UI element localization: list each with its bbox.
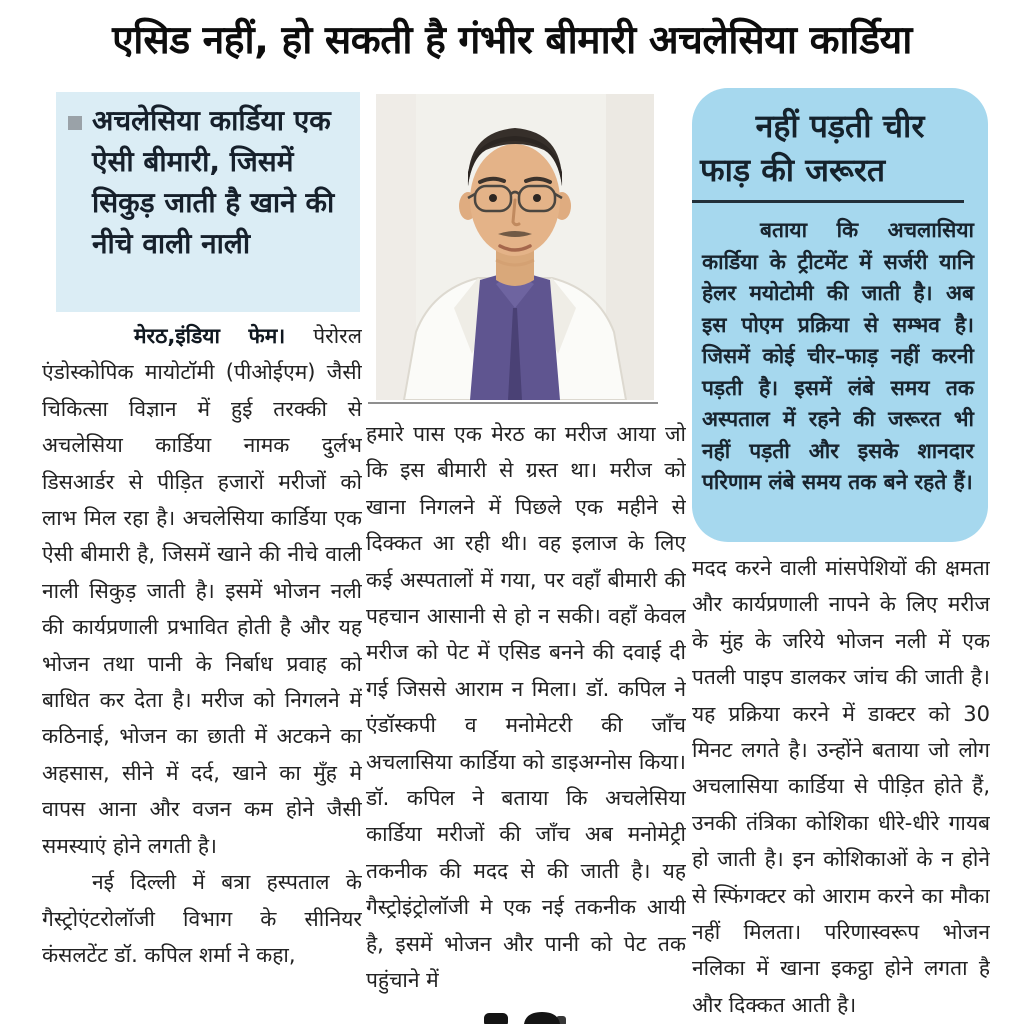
cutoff-next-line-glyphs	[468, 1008, 598, 1024]
middle-column	[366, 416, 686, 1016]
paragraph-3: हमारे पास एक मेरठ का मरीज आया जो कि इस बीमारी से ग्रस्त था। मरीज को खाना निगलने में पिछले एक महीने से दिक्कत आ रही थी। वह इलाज के लिए कई अस्पतालों में गया, पर वहाँ बीमारी की पहचान आसानी से हो न सकी। वहाँ केवल मरीज को पेट में एसिड बनने की दवाई दी गई जिससे आराम न मिला। डॉ. कपिल ने एंडॉस्कपी व मनोमेटरी की जाँच अचलासिया कार्डिया को डाइअग्नोस किया। डॉ. कपिल ने बताया कि अचलेसिया कार्डिया मरीजों की जाँच अब मनोमेट्री तकनीक की मदद से की जाती है। यह गैस्ट्रोइंट्रोलॉजी मे एक नई तकनीक आयी है, इसमें भोजन और पानी को पेट तक पहुंचाने में	[366, 422, 686, 993]
left-column	[42, 318, 362, 1012]
sidebar-title-line2: फाड़ की जरूरत	[700, 151, 886, 189]
article-headline: एसिड नहीं, हो सकती है गंभीर बीमारी अचलेसिया कार्डिया	[112, 18, 912, 63]
doctor-portrait-illustration	[376, 94, 654, 400]
sidebar-title	[692, 104, 988, 192]
square-bullet-icon	[68, 116, 82, 130]
photo-divider-rule	[368, 402, 658, 404]
sidebar-info-box	[692, 88, 988, 542]
paragraph-1	[42, 318, 362, 864]
sidebar-title-line1: नहीं पड़ती चीर	[755, 107, 925, 145]
summary-text: अचलेसिया कार्डिया एक ऐसी बीमारी, जिसमें सिकुड़ जाती है खाने की नीचे वाली नाली	[92, 104, 335, 260]
doctor-photo	[376, 94, 654, 400]
paragraph-2: नई दिल्ली में बत्रा हस्पताल के गैस्ट्रोएंटरोलॉजी विभाग के सीनियर कंसलटेंट डॉ. कपिल शर्मा ने कहा,	[42, 870, 362, 967]
sidebar-body-text: बताया कि अचलासिया कार्डिया के ट्रीटमेंट में सर्जरी यानि हेलर मयोटोमी की जाती है। अब इस पोएम प्रक्रिया से सम्भव है। जिसमें कोई चीर–फाड़ नहीं करनी पड़ती है। इसमें लंबे समय तक अस्पताल में रहने की जरूरत भी नहीं पड़ती और इसके शानदार परिणाम लंबे समय तक बने रहते हैं।	[702, 218, 974, 494]
dateline: मेरठ,इंडिया फेम।	[134, 324, 286, 348]
paragraph-1-text: पेरोरल एंडोस्कोपिक मायोटॉमी (पीओईएम) जैसी चिकित्सा विज्ञान में हुई तरक्की से अचलेसिया कार्डिया नामक दुर्लभ डिसआर्डर से पीड़ित हजारों मरीजों को लाभ मिल रहा है। अचलेसिया कार्डिया एक ऐसी बीमारी है, जिसमें खाने की नीचे वाली नाली सिकुड़ जाती है। इसमें भोजन नली की कार्यप्रणाली प्रभावित होती है और यह भोजन तथा पानी के निर्बाध प्रवाह को बाधित कर देता है। मरीज को निगलने में कठिनाई, भोजन का छाती में अटकने का अहसास, सीने में दर्द, खाने का मुँह मे वापस आना और वजन कम होने जैसी समस्याएं होने लगती है।	[42, 324, 362, 858]
right-column	[692, 550, 990, 1016]
summary-highlight-box	[56, 92, 360, 312]
paragraph-4: मदद करने वाली मांसपेशियों की क्षमता और कार्यप्रणाली नापने के लिए मरीज के मुंह के जरिये भोजन नली में एक पतली पाइप डालकर जांच की जाती है। यह प्रक्रिया करने में डाक्टर को 30 मिनट लगते है। उन्होंने बताया जो लोग अचलासिया कार्डिया से पीड़ित होते हैं, उनकी तंत्रिका कोशिका धीरे-धीरे गायब हो जाती है। इन कोशिकाओं के न होने से स्फिंगक्टर को आराम करने का मौका नहीं मिलता। परिणास्वरूप भोजन नलिका में खाना इकट्ठा होने लगता है और दिक्कत आती है।	[692, 556, 990, 1016]
